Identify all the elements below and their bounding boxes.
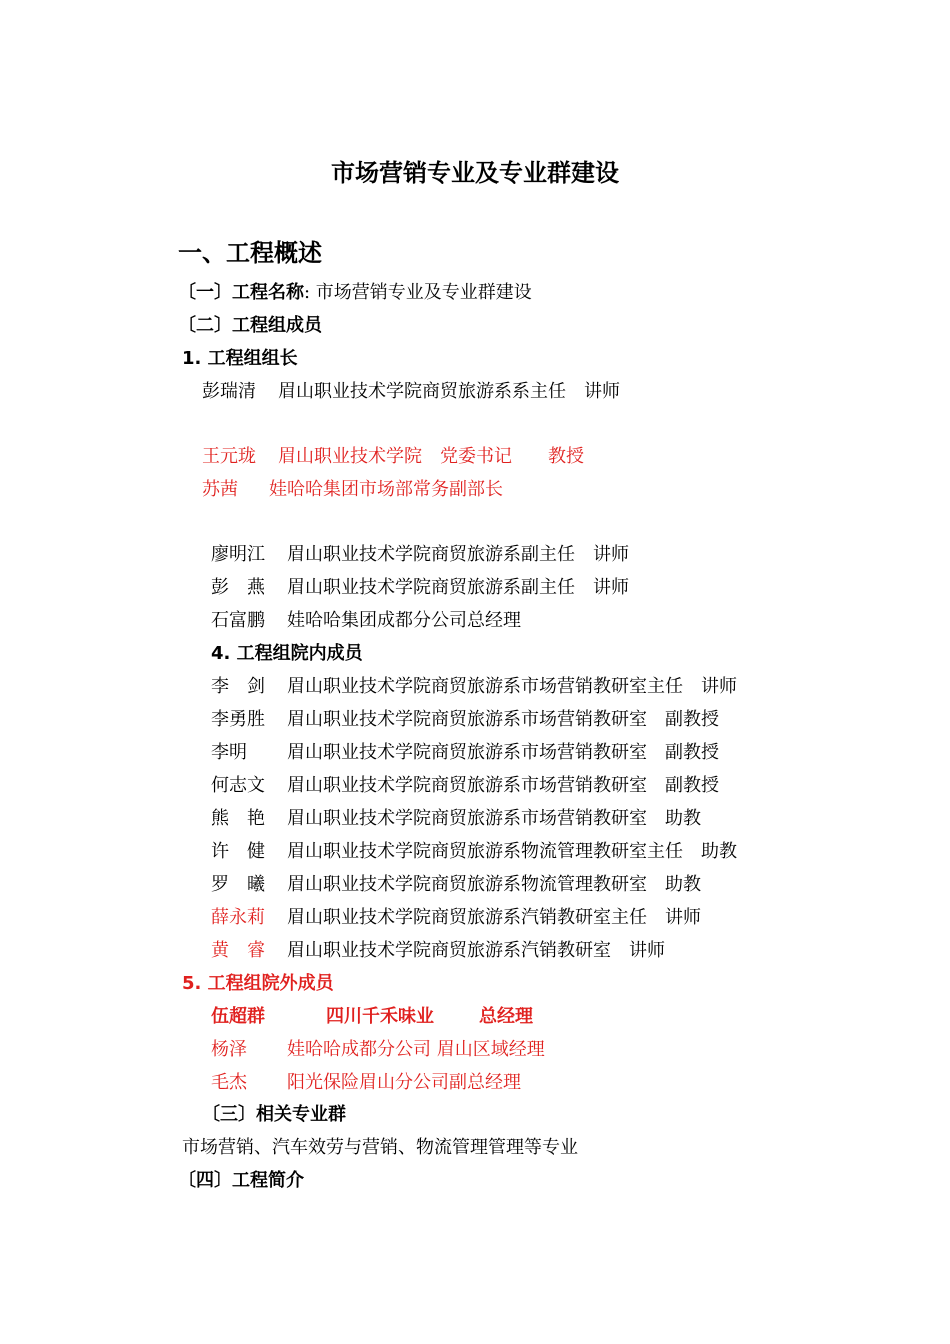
member-name: 李 剑 xyxy=(211,676,265,697)
leader-detail: 眉山职业技术学院商贸旅游系系主任 讲师 xyxy=(278,381,620,402)
member-name: 熊 艳 xyxy=(211,808,265,829)
member-name: 许 健 xyxy=(211,841,265,862)
deputy-detail: 娃哈哈集团成都分公司总经理 xyxy=(287,610,521,631)
member-name: 何志文 xyxy=(211,775,265,796)
deputy-detail: 眉山职业技术学院商贸旅游系副主任 讲师 xyxy=(287,577,629,598)
intro-heading: 〔四〕工程简介 xyxy=(178,1170,304,1191)
member-detail: 眉山职业技术学院商贸旅游系市场营销教研室 副教授 xyxy=(287,742,719,763)
internal-heading: 4. 工程组院内成员 xyxy=(211,643,363,664)
advisor-name: 王元珑 xyxy=(202,446,256,467)
member-name: 李勇胜 xyxy=(211,709,265,730)
member-name: 黄 睿 xyxy=(211,940,265,961)
document-title: 市场营销专业及专业群建设 xyxy=(331,159,619,187)
member-detail: 眉山职业技术学院商贸旅游系物流管理教研室 助教 xyxy=(287,874,701,895)
member-detail: 眉山职业技术学院商贸旅游系物流管理教研室主任 助教 xyxy=(287,841,737,862)
member-name: 罗 曦 xyxy=(211,874,265,895)
advisor-name: 苏茜 xyxy=(202,479,238,500)
member-name: 伍超群 xyxy=(211,1006,265,1027)
deputy-name: 彭 燕 xyxy=(211,577,265,598)
member-org: 四川千禾味业 xyxy=(326,1006,434,1027)
member-detail: 眉山职业技术学院商贸旅游系市场营销教研室 副教授 xyxy=(287,775,719,796)
external-heading: 5. 工程组院外成员 xyxy=(182,973,334,994)
member-name: 李明 xyxy=(211,742,247,763)
deputy-name: 廖明江 xyxy=(211,544,265,565)
project-name-line xyxy=(178,282,532,304)
related-text: 市场营销、汽车效劳与营销、物流管理管理等专业 xyxy=(182,1137,578,1158)
member-detail: 娃哈哈成都分公司 眉山区域经理 xyxy=(287,1039,545,1060)
leader-heading: 1. 工程组组长 xyxy=(182,348,298,369)
member-name: 薛永莉 xyxy=(211,907,265,928)
project-name-value: : 市场营销专业及专业群建设 xyxy=(304,282,532,303)
member-detail: 眉山职业技术学院商贸旅游系汽销教研室主任 讲师 xyxy=(287,907,701,928)
member-detail: 眉山职业技术学院商贸旅游系市场营销教研室主任 讲师 xyxy=(287,676,737,697)
member-detail: 阳光保险眉山分公司副总经理 xyxy=(287,1072,521,1093)
member-detail: 眉山职业技术学院商贸旅游系汽销教研室 讲师 xyxy=(287,940,665,961)
member-name: 毛杰 xyxy=(211,1072,247,1093)
leader-name: 彭瑞清 xyxy=(202,381,256,402)
advisor-detail: 娃哈哈集团市场部常务副部长 xyxy=(269,479,503,500)
member-name: 杨泽 xyxy=(211,1039,247,1060)
project-name-label: 〔一〕工程名称 xyxy=(178,282,304,303)
members-heading: 〔二〕工程组成员 xyxy=(178,315,322,336)
related-heading: 〔三〕相关专业群 xyxy=(202,1104,346,1125)
member-detail: 眉山职业技术学院商贸旅游系市场营销教研室 副教授 xyxy=(287,709,719,730)
advisor-detail: 眉山职业技术学院 党委书记 教授 xyxy=(278,446,584,467)
member-role: 总经理 xyxy=(479,1006,533,1027)
member-detail: 眉山职业技术学院商贸旅游系市场营销教研室 助教 xyxy=(287,808,701,829)
deputy-detail: 眉山职业技术学院商贸旅游系副主任 讲师 xyxy=(287,544,629,565)
deputy-name: 石富鹏 xyxy=(211,610,265,631)
section-heading-overview: 一、工程概述 xyxy=(178,239,322,267)
